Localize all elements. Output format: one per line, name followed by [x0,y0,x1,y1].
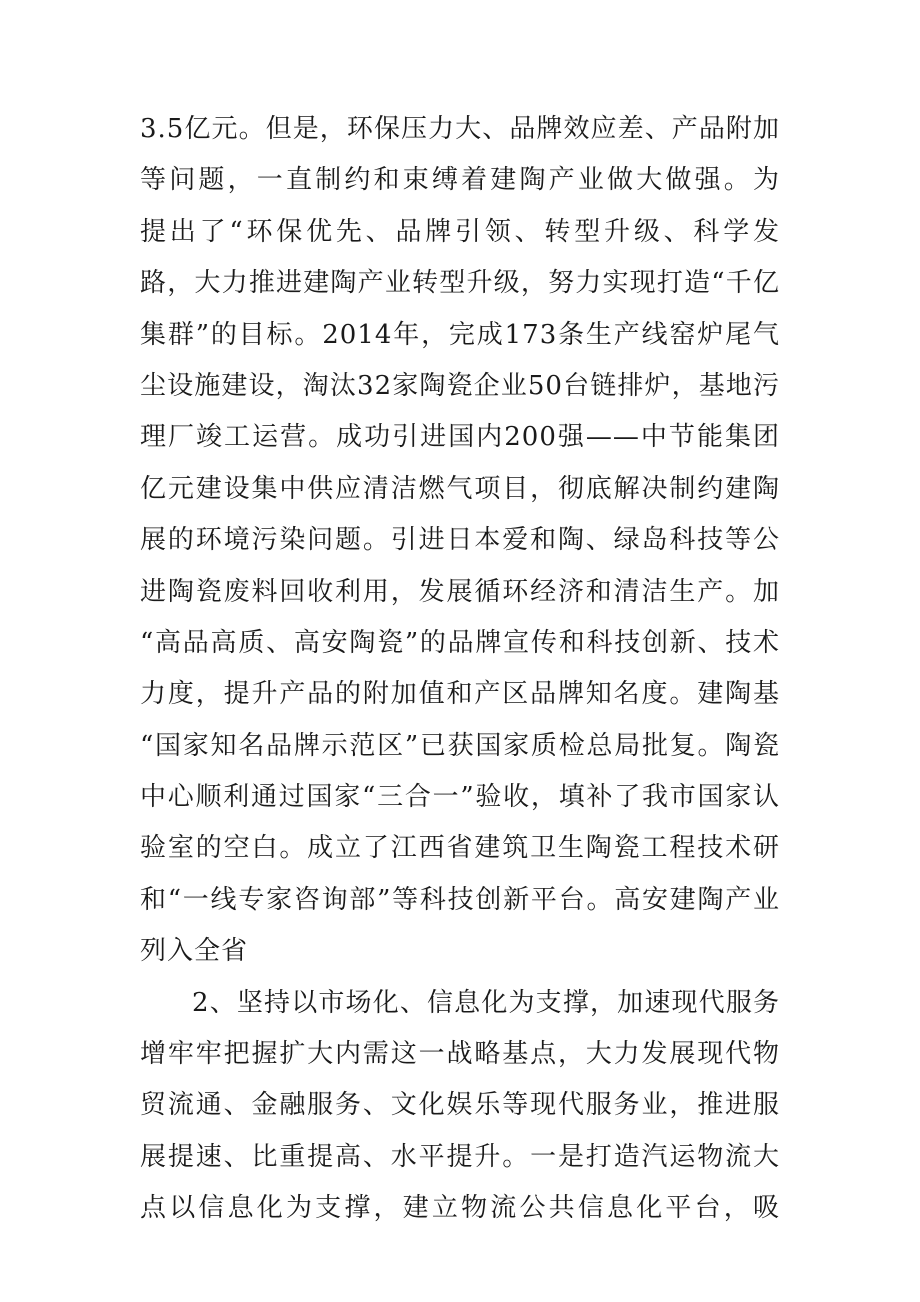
text-line: 和“一线专家咨询部”等科技创新平台。高安建陶产业 [140,884,780,915]
text-line: “高品高质、高安陶瓷”的品牌宣传和科技创新、技术 [140,627,780,658]
text-line: 提出了“环保优先、品牌引领、转型升级、科学发 [140,216,780,247]
text-line: 理厂竣工运营。成功引进国内200强——中节能集团 [140,422,780,453]
text-line: 集群”的目标。2014年，完成173条生产线窑炉尾气 [140,319,780,350]
text-line: 尘设施建设，淘汰32家陶瓷企业50台链排炉，基地污 [140,370,780,401]
text-line: 进陶瓷废料回收利用，发展循环经济和清洁生产。加 [140,576,780,607]
text-line: 展的环境污染问题。引进日本爱和陶、绿岛科技等公 [140,525,780,556]
paragraph-first-line: 2、坚持以市场化、信息化为支撑，加速现代服务 [192,987,780,1018]
text-line: 列入全省 [140,936,249,967]
text-line: 展提速、比重提高、水平提升。一是打造汽运物流大 [140,1141,780,1172]
text-line: 亿元建设集中供应清洁燃气项目，彻底解决制约建陶 [140,473,780,504]
text-line: 力度，提升产品的附加值和产区品牌知名度。建陶基 [140,679,780,710]
text-line: 增牢牢把握扩大内需这一战略基点，大力发展现代物 [140,1039,780,1070]
text-line: 验室的空白。成立了江西省建筑卫生陶瓷工程技术研 [140,833,780,864]
body-text [140,104,780,1235]
text-line: 3.5亿元。但是，环保压力大、品牌效应差、产品附加 [140,114,780,144]
text-line: 点以信息化为支撑，建立物流公共信息化平台，吸 [140,1193,780,1224]
text-line: “国家知名品牌示范区”已获国家质检总局批复。陶瓷 [140,730,780,761]
text-line: 贸流通、金融服务、文化娱乐等现代服务业，推进服 [140,1090,780,1121]
text-line: 路，大力推进建陶产业转型升级，努力实现打造“千亿 [140,268,780,299]
text-line: 中心顺利通过国家“三合一”验收，填补了我市国家认 [140,782,780,813]
text-line: 等问题，一直制约和束缚着建陶产业做大做强。为 [140,165,780,196]
